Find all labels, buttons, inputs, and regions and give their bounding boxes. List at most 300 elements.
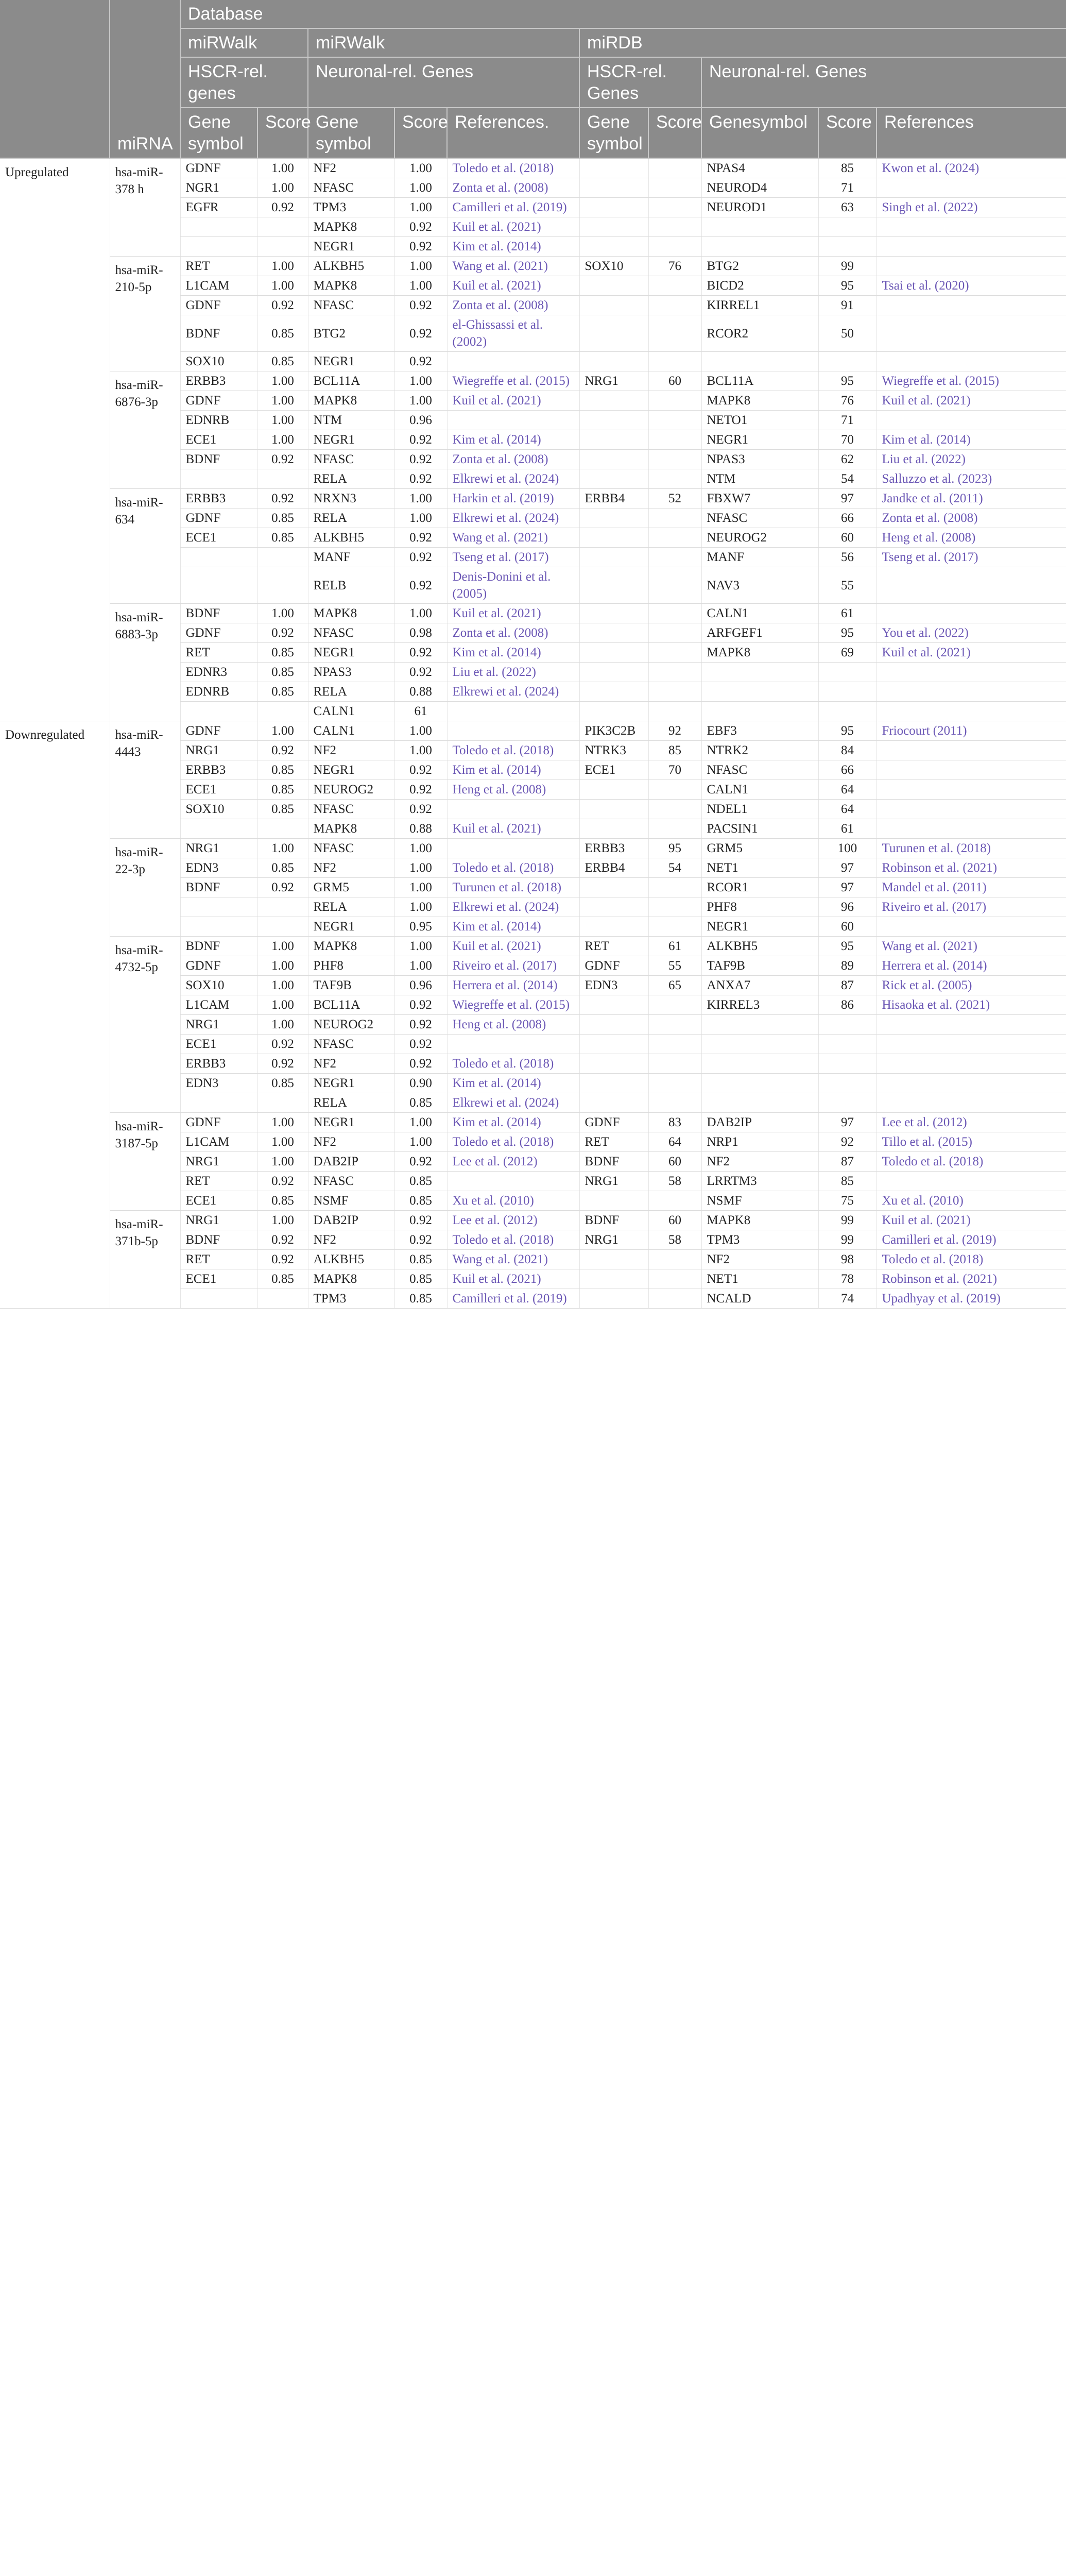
neuronal-score-cell: 0.96 (394, 411, 447, 430)
header-mirwalk-neuronal-db: miRWalk (308, 28, 579, 57)
hscr-score-cell: 1.00 (257, 1132, 308, 1152)
mirdb-neuronal-score-cell: 96 (818, 897, 876, 917)
hscr-gene-cell: BDNF (180, 604, 257, 623)
mirna-cell: hsa-miR-378 h (110, 158, 180, 257)
mirdb-hscr-score-cell (648, 1191, 701, 1211)
neuronal-gene-cell: NEGR1 (308, 917, 394, 937)
hscr-gene-cell: L1CAM (180, 1132, 257, 1152)
hscr-gene-cell: ECE1 (180, 780, 257, 800)
mirdb-ref-cell: Mandel et al. (2011) (876, 878, 1066, 897)
mirdb-neuronal-score-cell (818, 217, 876, 237)
mirdb-hscr-gene-cell (579, 623, 648, 643)
neuronal-ref-cell: Lee et al. (2012) (447, 1152, 579, 1172)
hscr-score-cell: 1.00 (257, 371, 308, 391)
mirdb-hscr-gene-cell: ERBB4 (579, 858, 648, 878)
mirdb-neuronal-score-cell (818, 702, 876, 721)
neuronal-score-cell: 1.00 (394, 604, 447, 623)
mirdb-hscr-score-cell: 52 (648, 489, 701, 509)
hscr-gene-cell: NGR1 (180, 178, 257, 198)
neuronal-ref-cell: el-Ghissassi et al. (2002) (447, 315, 579, 352)
mirdb-neuronal-score-cell: 97 (818, 878, 876, 897)
hscr-score-cell: 1.00 (257, 839, 308, 858)
mirdb-ref-cell: Xu et al. (2010) (876, 1191, 1066, 1211)
neuronal-gene-cell: MAPK8 (308, 604, 394, 623)
mirdb-hscr-gene-cell (579, 1191, 648, 1211)
header-hscr-genes: HSCR-rel. genes (180, 57, 308, 108)
mirdb-hscr-score-cell (648, 528, 701, 548)
hscr-score-cell: 0.92 (257, 1054, 308, 1074)
mirdb-neuronal-gene-cell: DAB2IP (701, 1113, 818, 1132)
mirdb-neuronal-gene-cell: NCALD (701, 1289, 818, 1309)
neuronal-ref-cell (447, 721, 579, 741)
neuronal-gene-cell: NF2 (308, 1132, 394, 1152)
mirdb-neuronal-score-cell: 97 (818, 858, 876, 878)
neuronal-ref-cell: Xu et al. (2010) (447, 1191, 579, 1211)
col-score: Score (648, 108, 701, 158)
neuronal-gene-cell: RELA (308, 509, 394, 528)
hscr-score-cell: 1.00 (257, 976, 308, 995)
hscr-score-cell: 0.92 (257, 623, 308, 643)
mirdb-hscr-score-cell (648, 623, 701, 643)
mirdb-hscr-score-cell (648, 237, 701, 257)
neuronal-gene-cell: TPM3 (308, 198, 394, 217)
table-row (0, 604, 1066, 623)
mirdb-hscr-score-cell (648, 1289, 701, 1309)
neuronal-score-cell: 0.95 (394, 917, 447, 937)
mirdb-hscr-score-cell (648, 178, 701, 198)
neuronal-ref-cell (447, 1172, 579, 1191)
hscr-gene-cell: EGFR (180, 198, 257, 217)
neuronal-ref-cell: Kuil et al. (2021) (447, 276, 579, 296)
mirdb-neuronal-gene-cell: TAF9B (701, 956, 818, 976)
hscr-gene-cell: L1CAM (180, 276, 257, 296)
neuronal-score-cell: 0.92 (394, 1230, 447, 1250)
mirdb-neuronal-score-cell: 84 (818, 741, 876, 760)
hscr-gene-cell: ERBB3 (180, 489, 257, 509)
mirdb-hscr-score-cell (648, 643, 701, 663)
hscr-score-cell: 1.00 (257, 1113, 308, 1132)
neuronal-ref-cell: Elkrewi et al. (2024) (447, 509, 579, 528)
mirdb-neuronal-gene-cell: NET1 (701, 1269, 818, 1289)
mirdb-hscr-gene-cell (579, 800, 648, 819)
hscr-score-cell: 1.00 (257, 276, 308, 296)
neuronal-score-cell: 0.92 (394, 567, 447, 604)
mirdb-ref-cell: Kwon et al. (2024) (876, 158, 1066, 178)
hscr-gene-cell: BDNF (180, 878, 257, 897)
mirdb-neuronal-score-cell: 87 (818, 976, 876, 995)
neuronal-gene-cell: NFASC (308, 450, 394, 469)
mirdb-neuronal-score-cell: 66 (818, 509, 876, 528)
neuronal-ref-cell: Zonta et al. (2008) (447, 450, 579, 469)
mirdb-neuronal-score-cell: 99 (818, 257, 876, 276)
mirdb-neuronal-score-cell: 92 (818, 1132, 876, 1152)
hscr-gene-cell (180, 469, 257, 489)
neuronal-ref-cell: Toledo et al. (2018) (447, 158, 579, 178)
mirdb-neuronal-score-cell: 97 (818, 489, 876, 509)
hscr-score-cell: 1.00 (257, 995, 308, 1015)
mirdb-neuronal-gene-cell: NEGR1 (701, 430, 818, 450)
hscr-score-cell: 0.92 (257, 450, 308, 469)
mirdb-neuronal-score-cell: 66 (818, 760, 876, 780)
mirna-cell: hsa-miR-3187-5p (110, 1113, 180, 1211)
mirdb-hscr-gene-cell (579, 411, 648, 430)
neuronal-score-cell: 0.92 (394, 450, 447, 469)
hscr-gene-cell (180, 217, 257, 237)
hscr-score-cell (257, 237, 308, 257)
mirdb-hscr-score-cell (648, 158, 701, 178)
mirdb-hscr-score-cell (648, 469, 701, 489)
hscr-score-cell: 1.00 (257, 158, 308, 178)
mirdb-hscr-gene-cell (579, 917, 648, 937)
hscr-gene-cell: SOX10 (180, 976, 257, 995)
neuronal-score-cell: 0.88 (394, 819, 447, 839)
hscr-score-cell: 1.00 (257, 604, 308, 623)
mirna-cell: hsa-miR-371b-5p (110, 1211, 180, 1309)
mirdb-hscr-score-cell (648, 897, 701, 917)
mirdb-neuronal-gene-cell: MAPK8 (701, 643, 818, 663)
neuronal-ref-cell: Kim et al. (2014) (447, 430, 579, 450)
mirdb-neuronal-score-cell: 95 (818, 371, 876, 391)
mirdb-hscr-gene-cell (579, 528, 648, 548)
mirdb-hscr-gene-cell: NRG1 (579, 371, 648, 391)
mirdb-neuronal-score-cell (818, 1054, 876, 1074)
neuronal-gene-cell: ALKBH5 (308, 528, 394, 548)
hscr-score-cell: 0.85 (257, 1269, 308, 1289)
col-gene-symbol: Gene symbol (308, 108, 394, 158)
mirdb-hscr-score-cell (648, 509, 701, 528)
neuronal-gene-cell: RELA (308, 469, 394, 489)
mirna-cell: hsa-miR-634 (110, 489, 180, 604)
neuronal-score-cell: 0.92 (394, 469, 447, 489)
hscr-score-cell: 0.85 (257, 643, 308, 663)
mirdb-neuronal-score-cell (818, 1093, 876, 1113)
hscr-gene-cell: NRG1 (180, 1015, 257, 1035)
mirdb-hscr-score-cell: 92 (648, 721, 701, 741)
mirdb-hscr-gene-cell (579, 682, 648, 702)
mirdb-ref-cell: Kuil et al. (2021) (876, 643, 1066, 663)
hscr-score-cell: 0.85 (257, 760, 308, 780)
mirdb-hscr-score-cell (648, 878, 701, 897)
neuronal-ref-cell: Elkrewi et al. (2024) (447, 682, 579, 702)
neuronal-score-cell: 0.92 (394, 1054, 447, 1074)
mirdb-hscr-gene-cell (579, 604, 648, 623)
neuronal-gene-cell: TAF9B (308, 976, 394, 995)
mirdb-ref-cell: Toledo et al. (2018) (876, 1152, 1066, 1172)
hscr-score-cell (257, 819, 308, 839)
hscr-gene-cell: ECE1 (180, 1191, 257, 1211)
neuronal-ref-cell: Wang et al. (2021) (447, 1250, 579, 1269)
hscr-gene-cell (180, 702, 257, 721)
mirdb-neuronal-gene-cell: BICD2 (701, 276, 818, 296)
mirdb-hscr-score-cell (648, 780, 701, 800)
mirdb-neuronal-gene-cell: FBXW7 (701, 489, 818, 509)
neuronal-score-cell: 1.00 (394, 198, 447, 217)
mirdb-ref-cell (876, 682, 1066, 702)
hscr-score-cell (257, 897, 308, 917)
hscr-gene-cell: EDNRB (180, 411, 257, 430)
neuronal-gene-cell: NEGR1 (308, 352, 394, 371)
mirdb-neuronal-score-cell: 89 (818, 956, 876, 976)
neuronal-score-cell: 0.92 (394, 663, 447, 682)
hscr-gene-cell (180, 1093, 257, 1113)
hscr-score-cell (257, 917, 308, 937)
mirdb-ref-cell: Robinson et al. (2021) (876, 858, 1066, 878)
hscr-gene-cell (180, 897, 257, 917)
neuronal-ref-cell: Elkrewi et al. (2024) (447, 897, 579, 917)
neuronal-gene-cell: ALKBH5 (308, 1250, 394, 1269)
hscr-gene-cell: RET (180, 1172, 257, 1191)
header-hscr-genes-mirdb: HSCR-rel. Genes (579, 57, 701, 108)
mirdb-hscr-gene-cell (579, 1054, 648, 1074)
mirdb-neuronal-score-cell: 91 (818, 296, 876, 315)
mirdb-neuronal-gene-cell: NF2 (701, 1152, 818, 1172)
mirdb-neuronal-score-cell (818, 237, 876, 257)
mirdb-hscr-score-cell (648, 1269, 701, 1289)
mirdb-neuronal-score-cell: 95 (818, 276, 876, 296)
mirdb-neuronal-gene-cell: CALN1 (701, 780, 818, 800)
mirdb-neuronal-gene-cell: NTM (701, 469, 818, 489)
header-spacer (0, 0, 110, 158)
mirna-cell: hsa-miR-6876-3p (110, 371, 180, 489)
mirdb-hscr-gene-cell (579, 878, 648, 897)
neuronal-score-cell: 1.00 (394, 178, 447, 198)
hscr-score-cell: 0.85 (257, 528, 308, 548)
hscr-gene-cell: EDNR3 (180, 663, 257, 682)
neuronal-gene-cell: NF2 (308, 858, 394, 878)
mirdb-neuronal-score-cell: 60 (818, 528, 876, 548)
mirdb-neuronal-gene-cell: NAV3 (701, 567, 818, 604)
hscr-gene-cell: EDN3 (180, 858, 257, 878)
mirdb-ref-cell: Riveiro et al. (2017) (876, 897, 1066, 917)
neuronal-gene-cell: NEGR1 (308, 760, 394, 780)
mirdb-hscr-gene-cell (579, 352, 648, 371)
neuronal-gene-cell: NFASC (308, 1172, 394, 1191)
mirna-cell: hsa-miR-4732-5p (110, 937, 180, 1113)
mirdb-ref-cell: Tsai et al. (2020) (876, 276, 1066, 296)
mirdb-hscr-gene-cell (579, 1289, 648, 1309)
neuronal-score-cell: 1.00 (394, 257, 447, 276)
mirdb-neuronal-gene-cell: ANXA7 (701, 976, 818, 995)
mirdb-ref-cell (876, 1093, 1066, 1113)
mirdb-ref-cell: Wang et al. (2021) (876, 937, 1066, 956)
mirdb-hscr-gene-cell: RET (579, 1132, 648, 1152)
table-row (0, 1211, 1066, 1230)
neuronal-score-cell: 1.00 (394, 276, 447, 296)
mirdb-neuronal-gene-cell (701, 352, 818, 371)
hscr-score-cell: 1.00 (257, 1211, 308, 1230)
neuronal-score-cell: 0.85 (394, 1093, 447, 1113)
mirdb-hscr-score-cell: 61 (648, 937, 701, 956)
mirdb-ref-cell: Salluzzo et al. (2023) (876, 469, 1066, 489)
mirdb-neuronal-score-cell: 78 (818, 1269, 876, 1289)
mirdb-ref-cell: Hisaoka et al. (2021) (876, 995, 1066, 1015)
mirdb-hscr-score-cell: 64 (648, 1132, 701, 1152)
neuronal-ref-cell (447, 352, 579, 371)
mirdb-hscr-gene-cell: EDN3 (579, 976, 648, 995)
hscr-score-cell: 0.92 (257, 741, 308, 760)
mirdb-hscr-score-cell (648, 1093, 701, 1113)
mirdb-hscr-gene-cell (579, 548, 648, 567)
mirdb-neuronal-gene-cell: NFASC (701, 760, 818, 780)
mirdb-neuronal-gene-cell: MAPK8 (701, 1211, 818, 1230)
mirdb-neuronal-score-cell: 62 (818, 450, 876, 469)
hscr-gene-cell: NRG1 (180, 1152, 257, 1172)
mirdb-ref-cell (876, 760, 1066, 780)
mirdb-neuronal-score-cell: 95 (818, 937, 876, 956)
mirdb-hscr-gene-cell (579, 1269, 648, 1289)
hscr-score-cell: 0.92 (257, 1035, 308, 1054)
header-neuronal-genes-mirdb: Neuronal-rel. Genes (701, 57, 1066, 108)
neuronal-gene-cell: RELA (308, 682, 394, 702)
mirdb-hscr-score-cell: 70 (648, 760, 701, 780)
mirdb-ref-cell: Heng et al. (2008) (876, 528, 1066, 548)
hscr-score-cell: 0.92 (257, 1230, 308, 1250)
neuronal-score-cell: 0.92 (394, 528, 447, 548)
neuronal-ref-cell: Zonta et al. (2008) (447, 623, 579, 643)
mirdb-neuronal-gene-cell (701, 237, 818, 257)
mirdb-neuronal-score-cell: 85 (818, 1172, 876, 1191)
mirdb-hscr-score-cell (648, 682, 701, 702)
hscr-score-cell: 0.85 (257, 315, 308, 352)
neuronal-gene-cell: CALN1 (308, 721, 394, 741)
neuronal-ref-cell: Elkrewi et al. (2024) (447, 1093, 579, 1113)
mirdb-neuronal-score-cell: 70 (818, 430, 876, 450)
neuronal-gene-cell: NPAS3 (308, 663, 394, 682)
neuronal-ref-cell: Tseng et al. (2017) (447, 548, 579, 567)
hscr-score-cell: 0.92 (257, 198, 308, 217)
mirdb-neuronal-score-cell: 75 (818, 1191, 876, 1211)
hscr-gene-cell: EDNRB (180, 682, 257, 702)
mirdb-neuronal-gene-cell: EBF3 (701, 721, 818, 741)
mirdb-hscr-score-cell: 76 (648, 257, 701, 276)
mirdb-hscr-score-cell: 55 (648, 956, 701, 976)
hscr-score-cell: 1.00 (257, 1015, 308, 1035)
neuronal-score-cell: 1.00 (394, 878, 447, 897)
table-body (0, 158, 1066, 1309)
hscr-score-cell: 1.00 (257, 937, 308, 956)
mirdb-hscr-score-cell (648, 276, 701, 296)
hscr-score-cell: 1.00 (257, 956, 308, 976)
mirdb-neuronal-score-cell: 64 (818, 780, 876, 800)
neuronal-ref-cell: Heng et al. (2008) (447, 780, 579, 800)
hscr-gene-cell: RET (180, 257, 257, 276)
mirdb-hscr-gene-cell: NRG1 (579, 1172, 648, 1191)
neuronal-gene-cell: DAB2IP (308, 1152, 394, 1172)
mirdb-neuronal-gene-cell: RCOR2 (701, 315, 818, 352)
neuronal-ref-cell (447, 1035, 579, 1054)
neuronal-score-cell: 0.92 (394, 430, 447, 450)
neuronal-gene-cell: NF2 (308, 1230, 394, 1250)
mirdb-hscr-score-cell: 58 (648, 1230, 701, 1250)
neuronal-ref-cell: Kuil et al. (2021) (447, 1269, 579, 1289)
neuronal-gene-cell: RELA (308, 1093, 394, 1113)
neuronal-ref-cell: Kuil et al. (2021) (447, 819, 579, 839)
mirdb-hscr-gene-cell: GDNF (579, 956, 648, 976)
mirdb-ref-cell: Kuil et al. (2021) (876, 391, 1066, 411)
hscr-gene-cell: GDNF (180, 509, 257, 528)
neuronal-gene-cell: NEGR1 (308, 643, 394, 663)
mirdb-neuronal-gene-cell: BCL11A (701, 371, 818, 391)
mirdb-hscr-gene-cell (579, 178, 648, 198)
neuronal-gene-cell: NEGR1 (308, 430, 394, 450)
mirdb-ref-cell (876, 352, 1066, 371)
mirdb-ref-cell: Wiegreffe et al. (2015) (876, 371, 1066, 391)
neuronal-ref-cell: Kim et al. (2014) (447, 1074, 579, 1093)
neuronal-ref-cell: Toledo et al. (2018) (447, 1054, 579, 1074)
table-row (0, 721, 1066, 741)
mirdb-ref-cell: Jandke et al. (2011) (876, 489, 1066, 509)
mirdb-neuronal-gene-cell: NEUROD4 (701, 178, 818, 198)
mirdb-neuronal-score-cell: 95 (818, 721, 876, 741)
neuronal-score-cell: 0.92 (394, 548, 447, 567)
mirdb-ref-cell: Singh et al. (2022) (876, 198, 1066, 217)
neuronal-ref-cell (447, 411, 579, 430)
hscr-gene-cell: ERBB3 (180, 1054, 257, 1074)
mirdb-neuronal-score-cell: 86 (818, 995, 876, 1015)
neuronal-ref-cell (447, 702, 579, 721)
mirdb-hscr-score-cell (648, 800, 701, 819)
hscr-gene-cell: BDNF (180, 315, 257, 352)
mirdb-hscr-score-cell (648, 567, 701, 604)
mirdb-ref-cell (876, 1015, 1066, 1035)
mirdb-neuronal-gene-cell: GRM5 (701, 839, 818, 858)
mirdb-neuronal-score-cell: 55 (818, 567, 876, 604)
mirdb-hscr-gene-cell (579, 430, 648, 450)
neuronal-score-cell: 1.00 (394, 937, 447, 956)
hscr-gene-cell: ERBB3 (180, 760, 257, 780)
neuronal-gene-cell: MAPK8 (308, 217, 394, 237)
mirdb-hscr-score-cell (648, 430, 701, 450)
neuronal-gene-cell: NFASC (308, 296, 394, 315)
hscr-score-cell: 0.85 (257, 509, 308, 528)
neuronal-score-cell: 0.85 (394, 1191, 447, 1211)
mirna-cell: hsa-miR-210-5p (110, 257, 180, 371)
mirdb-neuronal-gene-cell: NDEL1 (701, 800, 818, 819)
mirdb-ref-cell (876, 1035, 1066, 1054)
neuronal-score-cell: 1.00 (394, 371, 447, 391)
neuronal-gene-cell: BCL11A (308, 995, 394, 1015)
mirdb-neuronal-gene-cell (701, 1074, 818, 1093)
mirdb-hscr-score-cell (648, 1054, 701, 1074)
hscr-gene-cell: L1CAM (180, 995, 257, 1015)
mirdb-hscr-score-cell (648, 296, 701, 315)
neuronal-gene-cell: NEGR1 (308, 237, 394, 257)
mirdb-neuronal-gene-cell: TPM3 (701, 1230, 818, 1250)
table-row (0, 489, 1066, 509)
hscr-gene-cell (180, 917, 257, 937)
mirdb-neuronal-gene-cell (701, 1035, 818, 1054)
neuronal-score-cell: 0.92 (394, 237, 447, 257)
mirdb-neuronal-gene-cell: NEUROG2 (701, 528, 818, 548)
mirdb-neuronal-score-cell (818, 663, 876, 682)
neuronal-gene-cell: BCL11A (308, 371, 394, 391)
mirdb-hscr-score-cell (648, 548, 701, 567)
hscr-score-cell: 1.00 (257, 257, 308, 276)
hscr-gene-cell (180, 819, 257, 839)
mirdb-ref-cell: You et al. (2022) (876, 623, 1066, 643)
mirdb-neuronal-gene-cell: NPAS4 (701, 158, 818, 178)
hscr-gene-cell: ECE1 (180, 430, 257, 450)
mirdb-hscr-gene-cell: NRG1 (579, 1230, 648, 1250)
header-mirdb: miRDB (579, 28, 1066, 57)
mirdb-hscr-gene-cell (579, 276, 648, 296)
neuronal-score-cell: 0.85 (394, 1172, 447, 1191)
mirdb-neuronal-gene-cell: NET1 (701, 858, 818, 878)
neuronal-score-cell: 1.00 (394, 1113, 447, 1132)
neuronal-ref-cell: Denis-Donini et al. (2005) (447, 567, 579, 604)
mirdb-hscr-gene-cell (579, 663, 648, 682)
mirdb-hscr-score-cell: 65 (648, 976, 701, 995)
